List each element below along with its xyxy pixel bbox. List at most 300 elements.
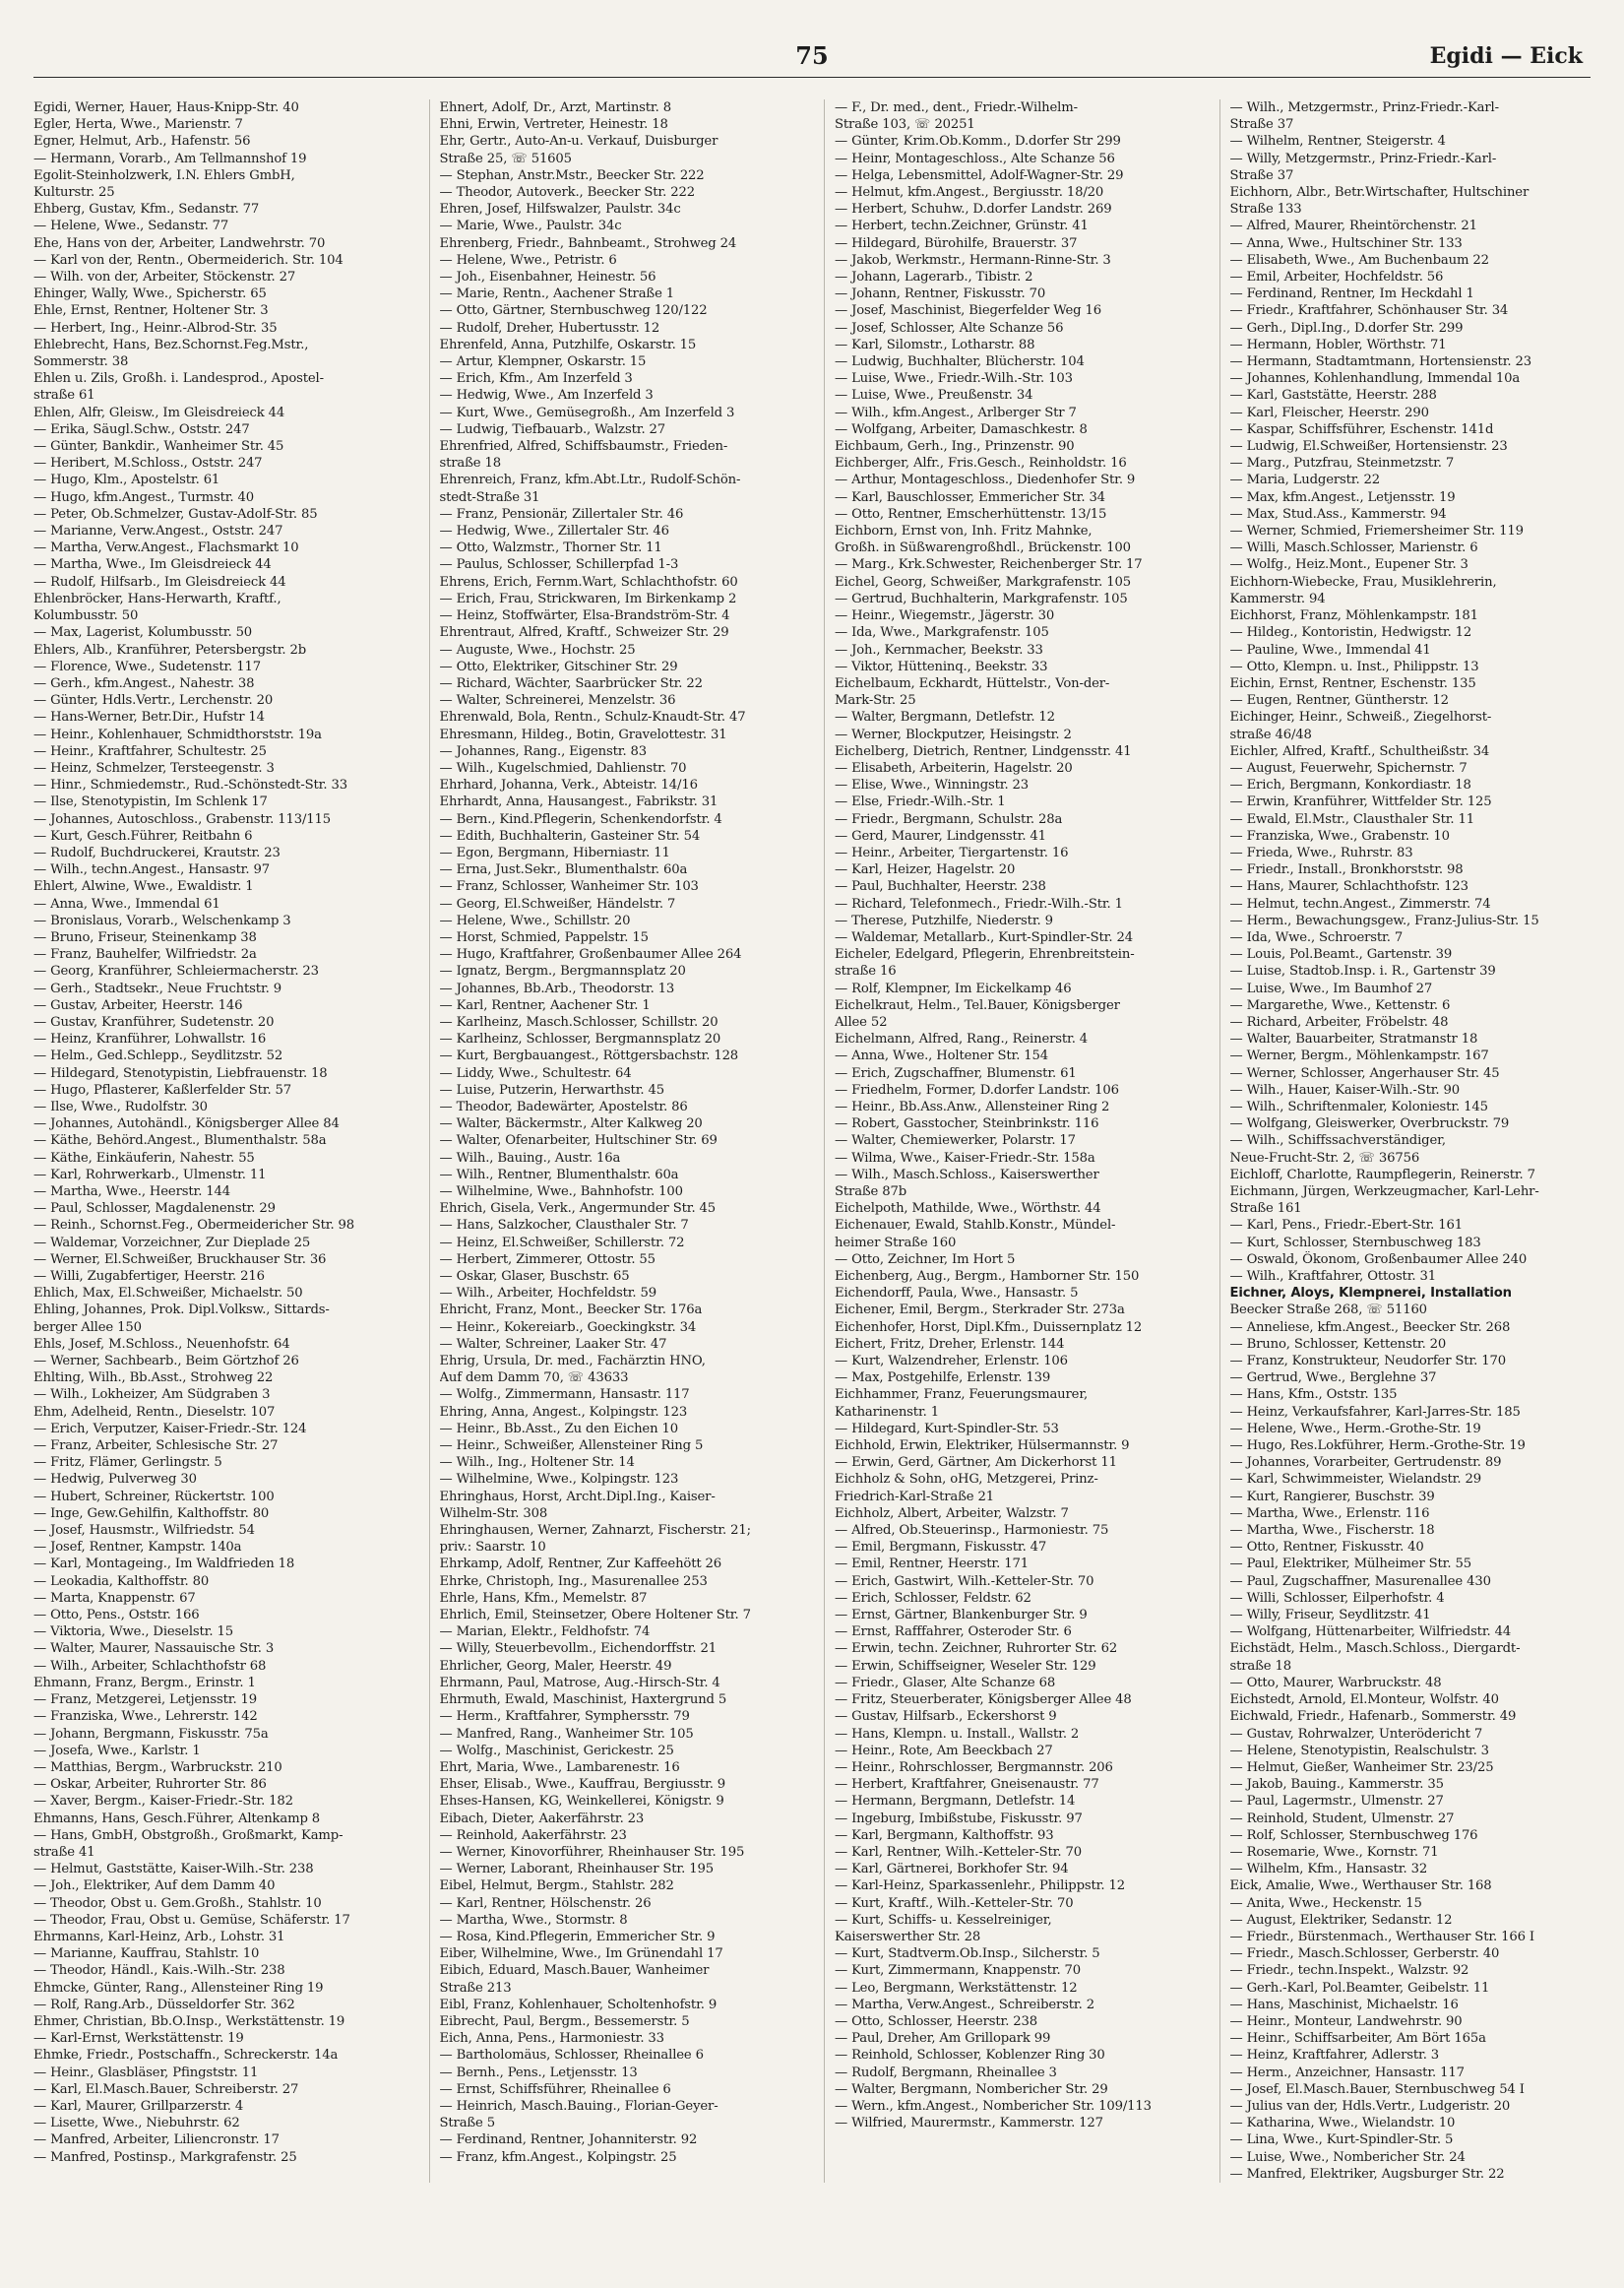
directory-column (824, 99, 1196, 2183)
directory-entry: — Karlheinz, Schlosser, Bergmannsplatz 20 (439, 1032, 721, 1048)
directory-entry: Ehlers, Alb., Kranführer, Petersbergstr. 2b (33, 642, 307, 658)
directory-entry: — Jakob, Werkmstr., Hermann-Rinne-Str. 3 (835, 252, 1111, 268)
directory-entry: — Josef, Schlosser, Alte Schanze 56 (835, 320, 1064, 336)
directory-entry: Eichelpoth, Mathilde, Wwe., Wörthstr. 44 (835, 1201, 1101, 1217)
directory-entry: — Marg., Putzfrau, Steinmetzstr. 7 (1229, 456, 1455, 472)
directory-entry: — Reinhold, Aakerfährstr. 23 (439, 1827, 627, 1843)
directory-entry: — Ferdinand, Rentner, Im Heckdahl 1 (1229, 286, 1474, 302)
directory-entry: — Hedwig, Wwe., Am Inzerfeld 3 (439, 388, 654, 404)
directory-entry: — Otto, Elektriker, Gitschiner Str. 29 (439, 659, 678, 674)
directory-entry: — Karl, Rentner, Wilh.-Ketteler-Str. 70 (835, 1844, 1082, 1860)
directory-entry: — Luise, Wwe., Nombericher Str. 24 (1229, 2149, 1466, 2165)
directory-entry: — Wilh., Ing., Holtener Str. 14 (439, 1455, 635, 1471)
directory-entry: — Otto, Rentner, Emscherhüttenstr. 13/15 (835, 506, 1107, 522)
directory-entry: Sommerstr. 38 (33, 354, 129, 370)
directory-entry: — Ignatz, Bergm., Bergmannsplatz 20 (439, 964, 686, 980)
directory-entry: — Hildegard, Stenotypistin, Liebfrauenstr. 18 (33, 1065, 328, 1081)
directory-entry: — Johannes, Autohändl., Königsberger Allee 84 (33, 1116, 340, 1132)
directory-entry: Ehni, Erwin, Vertreter, Heinestr. 18 (439, 117, 668, 133)
directory-entry: — Johann, Rentner, Fiskusstr. 70 (835, 286, 1046, 302)
directory-entry: — Gerh., Dipl.Ing., D.dorfer Str. 299 (1229, 320, 1464, 336)
directory-entry: — Artur, Klempner, Oskarstr. 15 (439, 354, 647, 370)
directory-entry: Eibich, Eduard, Masch.Bauer, Wanheimer (439, 1963, 710, 1979)
directory-entry: Eichert, Fritz, Dreher, Erlenstr. 144 (835, 1336, 1065, 1352)
directory-entry: — Ilse, Stenotypistin, Im Schlenk 17 (33, 794, 268, 810)
directory-entry: — Theodor, Autoverk., Beecker Str. 222 (439, 185, 695, 201)
directory-entry: heimer Straße 160 (835, 1235, 957, 1250)
directory-entry: Ehser, Elisab., Wwe., Kauffrau, Bergiusstr. 9 (439, 1777, 726, 1793)
directory-entry: — Käthe, Einkäuferin, Nahestr. 55 (33, 1150, 255, 1166)
directory-entry: — Wilfried, Maurermstr., Kammerstr. 127 (835, 2116, 1103, 2131)
directory-entry: Straße 103, ☏ 20251 (835, 117, 975, 133)
directory-entry: Auf dem Damm 70, ☏ 43633 (439, 1370, 629, 1386)
directory-entry: — Ludwig, Tiefbauarb., Walzstr. 27 (439, 421, 666, 437)
directory-entry: Ehrmanns, Karl-Heinz, Arb., Lohstr. 31 (33, 1929, 285, 1944)
directory-entry: Eichner, Aloys, Klempnerei, Installation (1229, 1286, 1512, 1302)
directory-entry: — Erich, Kfm., Am Inzerfeld 3 (439, 371, 633, 387)
directory-entry: — Waldemar, Vorzeichner, Zur Dieplade 25 (33, 1235, 311, 1250)
directory-entry: — Karl-Heinz, Sparkassenlehr., Philippstr. 12 (835, 1878, 1125, 1894)
directory-entry: Straße 133 (1229, 202, 1302, 218)
directory-entry: Kolumbusstr. 50 (33, 608, 139, 624)
directory-entry: — Matthias, Bergm., Warbruckstr. 210 (33, 1759, 282, 1775)
directory-entry: — Katharina, Wwe., Wielandstr. 10 (1229, 2116, 1456, 2131)
directory-entry: Eichelberg, Dietrich, Rentner, Lindgensstr. 41 (835, 743, 1132, 759)
directory-entry: — Johannes, Bb.Arb., Theodorstr. 13 (439, 981, 675, 996)
directory-entry: Eichloff, Charlotte, Raumpflegerin, Reinerstr. 7 (1229, 1167, 1535, 1182)
directory-entry: — Heinr., Wiegemstr., Jägerstr. 30 (835, 608, 1055, 624)
directory-entry: Ehle, Ernst, Rentner, Holtener Str. 3 (33, 303, 269, 319)
directory-entry: — Marian, Elektr., Feldhofstr. 74 (439, 1624, 651, 1640)
directory-entry: — Helm., Ged.Schlepp., Seydlitzstr. 52 (33, 1049, 283, 1064)
directory-entry: — Marie, Wwe., Paulstr. 34c (439, 219, 622, 234)
directory-entry: Eichhorst, Franz, Möhlenkampstr. 181 (1229, 608, 1478, 624)
directory-entry: — Käthe, Behörd.Angest., Blumenthalstr. 58a (33, 1133, 327, 1149)
directory-entry: — Hildegard, Kurt-Spindler-Str. 53 (835, 1421, 1059, 1436)
directory-entry: — Werner, Bergm., Möhlenkampstr. 167 (1229, 1049, 1489, 1064)
directory-columns (33, 99, 1591, 2183)
directory-entry: — Heinr., Rote, Am Beeckbach 27 (835, 1743, 1053, 1758)
directory-entry: Katharinenstr. 1 (835, 1404, 939, 1420)
directory-entry: — Ferdinand, Rentner, Johanniterstr. 92 (439, 2132, 698, 2148)
directory-entry: Ehrkamp, Adolf, Rentner, Zur Kaffeehött 26 (439, 1557, 722, 1572)
directory-entry: — Reinh., Schornst.Feg., Obermeidericher Str. 98 (33, 1218, 355, 1234)
directory-entry: — Hildeg., Kontoristin, Hedwigstr. 12 (1229, 625, 1472, 641)
directory-entry: — Robert, Gasstocher, Steinbrinkstr. 116 (835, 1116, 1099, 1132)
directory-entry: — Rudolf, Hilfsarb., Im Gleisdreieck 44 (33, 574, 286, 590)
directory-entry: — Gustav, Kranführer, Sudetenstr. 20 (33, 1014, 275, 1030)
directory-entry: Eichelmann, Alfred, Rang., Reinerstr. 4 (835, 1032, 1089, 1048)
directory-entry: — Hans, Salzkocher, Clausthaler Str. 7 (439, 1218, 689, 1234)
directory-entry: — Hugo, Kraftfahrer, Großenbaumer Allee 264 (439, 947, 742, 963)
directory-entry: — Hans, Maschinist, Michaelstr. 16 (1229, 1997, 1459, 2012)
directory-entry: — Willy, Friseur, Seydlitzstr. 41 (1229, 1608, 1431, 1623)
directory-entry: Ehmcke, Günter, Rang., Allensteiner Ring 19 (33, 1980, 324, 1996)
directory-entry: — Paul, Buchhalter, Heerstr. 238 (835, 879, 1046, 895)
directory-entry: — Kurt, Wwe., Gemüsegroßh., Am Inzerfeld 3 (439, 405, 735, 420)
directory-entry: Ehmer, Christian, Bb.O.Insp., Werkstättenstr. 19 (33, 2013, 345, 2029)
directory-entry: — Franz, Metzgerei, Letjensstr. 19 (33, 1692, 258, 1708)
directory-entry: — Helmut, kfm.Angest., Bergiusstr. 18/20 (835, 185, 1104, 201)
directory-entry: — Paul, Elektriker, Mülheimer Str. 55 (1229, 1557, 1471, 1572)
directory-entry: Allee 52 (835, 1014, 888, 1030)
directory-entry: Ehlting, Wilh., Bb.Asst., Strohweg 22 (33, 1370, 274, 1386)
directory-entry: Straße 37 (1229, 117, 1294, 133)
directory-entry: — Willy, Metzgermstr., Prinz-Friedr.-Karl- (1229, 151, 1497, 166)
directory-entry: Ehresmann, Hildeg., Botin, Gravelottestr. 31 (439, 727, 727, 742)
directory-entry: Eick, Amalie, Wwe., Werthauser Str. 168 (1229, 1878, 1492, 1894)
directory-entry: Eichmann, Jürgen, Werkzeugmacher, Karl-Lehr- (1229, 1184, 1539, 1199)
directory-entry: — Erna, Just.Sekr., Blumenthalstr. 60a (439, 862, 688, 878)
directory-entry: — Heinr., Rohrschlosser, Bergmannstr. 206 (835, 1759, 1113, 1775)
directory-entry: — Ilse, Wwe., Rudolfstr. 30 (33, 1099, 208, 1114)
directory-entry: — Gustav, Rohrwalzer, Unterödericht 7 (1229, 1726, 1483, 1742)
directory-entry: — Theodor, Händl., Kais.-Wilh.-Str. 238 (33, 1963, 285, 1979)
directory-entry: straße 16 (835, 964, 897, 980)
directory-entry: — Hans, Maurer, Schlachthofstr. 123 (1229, 879, 1468, 895)
directory-entry: — Richard, Wächter, Saarbrücker Str. 22 (439, 675, 703, 691)
directory-entry: — Franz, Arbeiter, Schlesische Str. 27 (33, 1438, 279, 1454)
directory-entry: — Erich, Verputzer, Kaiser-Friedr.-Str. 124 (33, 1421, 307, 1436)
directory-entry: — Richard, Arbeiter, Fröbelstr. 48 (1229, 1014, 1449, 1030)
directory-entry: — Helene, Wwe., Schillstr. 20 (439, 913, 631, 928)
directory-entry: — Wilh., Rentner, Blumenthalstr. 60a (439, 1167, 679, 1182)
directory-entry: — Werner, Kinovorführer, Rheinhauser Str. 195 (439, 1844, 745, 1860)
directory-entry: — Helmut, techn.Angest., Zimmerstr. 74 (1229, 896, 1491, 912)
directory-entry: — Fritz, Flämer, Gerlingstr. 5 (33, 1455, 222, 1471)
directory-entry: — Johann, Bergmann, Fiskusstr. 75a (33, 1726, 269, 1742)
directory-entry: — Gertrud, Buchhalterin, Markgrafenstr. 105 (835, 591, 1128, 606)
directory-entry: — Wilhelmine, Wwe., Bahnhofstr. 100 (439, 1184, 683, 1199)
directory-entry: Ehrmann, Paul, Matrose, Aug.-Hirsch-Str. 4 (439, 1675, 720, 1690)
directory-entry: — Friedr., Install., Bronkhorststr. 98 (1229, 862, 1464, 878)
directory-entry: — Oswald, Ökonom, Großenbaumer Allee 240 (1229, 1251, 1528, 1267)
directory-entry: Straße 25, ☏ 51605 (439, 151, 572, 166)
directory-entry: Straße 161 (1229, 1201, 1302, 1217)
directory-entry: — Theodor, Frau, Obst u. Gemüse, Schäferstr. 17 (33, 1912, 350, 1928)
directory-entry: — F., Dr. med., dent., Friedr.-Wilhelm- (835, 100, 1078, 115)
directory-entry: Egner, Helmut, Arb., Hafenstr. 56 (33, 134, 251, 150)
directory-entry: Ehrhard, Johanna, Verk., Abteistr. 14/16 (439, 778, 698, 794)
directory-entry: — Friedr., Bergmann, Schulstr. 28a (835, 811, 1063, 827)
directory-entry: Ehrentraut, Alfred, Kraftf., Schweizer Str. 29 (439, 625, 729, 641)
directory-entry: — Franziska, Wwe., Lehrerstr. 142 (33, 1709, 258, 1725)
directory-entry: — Martha, Wwe., Stormstr. 8 (439, 1912, 628, 1928)
directory-entry: — Erich, Schlosser, Feldstr. 62 (835, 1590, 1031, 1606)
directory-entry: — Kurt, Kraftf., Wilh.-Ketteler-Str. 70 (835, 1895, 1074, 1911)
directory-entry: Kaiserswerther Str. 28 (835, 1929, 981, 1944)
directory-entry: Eichstädt, Helm., Masch.Schloss., Diergardt- (1229, 1641, 1521, 1657)
directory-entry: — Wolfgang, Gleiswerker, Overbruckstr. 79 (1229, 1116, 1510, 1132)
directory-entry: Ehm, Adelheid, Rentn., Dieselstr. 107 (33, 1404, 276, 1420)
directory-entry: Ehring, Anna, Angest., Kolpingstr. 123 (439, 1404, 688, 1420)
directory-entry: — Erich, Zugschaffner, Blumenstr. 61 (835, 1065, 1077, 1081)
directory-entry: — Franziska, Wwe., Grabenstr. 10 (1229, 828, 1450, 844)
directory-entry: — Hugo, Pflasterer, Kaßlerfelder Str. 57 (33, 1082, 292, 1098)
directory-entry: — Anna, Wwe., Immendal 61 (33, 896, 220, 912)
directory-entry: Beecker Straße 268, ☏ 51160 (1229, 1303, 1427, 1318)
directory-entry: straße 41 (33, 1844, 95, 1860)
directory-entry: Eiber, Wilhelmine, Wwe., Im Grünendahl 17 (439, 1946, 723, 1962)
directory-entry: — Joh., Elektriker, Auf dem Damm 40 (33, 1878, 276, 1894)
directory-entry: — Heinz, Stoffwärter, Elsa-Brandström-Str. 4 (439, 608, 730, 624)
directory-entry: Eichbaum, Gerh., Ing., Prinzenstr. 90 (835, 439, 1075, 455)
directory-entry: — Florence, Wwe., Sudetenstr. 117 (33, 659, 261, 674)
directory-entry: — Ernst, Schiffsführer, Rheinallee 6 (439, 2081, 671, 2097)
directory-entry: — Max, Stud.Ass., Kammerstr. 94 (1229, 506, 1447, 522)
directory-entry: — Franz, Konstrukteur, Neudorfer Str. 170 (1229, 1354, 1506, 1369)
directory-entry: — Walter, Chemiewerker, Polarstr. 17 (835, 1133, 1076, 1149)
directory-entry: priv.: Saarstr. 10 (439, 1540, 546, 1556)
directory-entry: Straße 213 (439, 1980, 512, 1996)
directory-entry: Eichelkraut, Helm., Tel.Bauer, Königsberger (835, 997, 1120, 1013)
directory-entry: — Kurt, Zimmermann, Knappenstr. 70 (835, 1963, 1082, 1979)
directory-entry: — Manfred, Elektriker, Augsburger Str. 22 (1229, 2166, 1505, 2182)
directory-entry: Eichberger, Alfr., Fris.Gesch., Reinholdstr. 16 (835, 456, 1127, 472)
directory-entry: Eichin, Ernst, Rentner, Eschenstr. 135 (1229, 675, 1476, 691)
directory-entry: — Anita, Wwe., Heckenstr. 15 (1229, 1895, 1422, 1911)
directory-entry: — Manfred, Postinsp., Markgrafenstr. 25 (33, 2149, 297, 2165)
directory-entry: — Otto, Pens., Oststr. 166 (33, 1608, 200, 1623)
directory-entry: — Hildegard, Bürohilfe, Brauerstr. 37 (835, 235, 1078, 251)
directory-entry: — Herbert, techn.Zeichner, Grünstr. 41 (835, 219, 1089, 234)
directory-entry: — Reinhold, Schlosser, Koblenzer Ring 30 (835, 2048, 1105, 2064)
directory-entry: Eichborn, Ernst von, Inh. Fritz Mahnke, (835, 524, 1093, 540)
directory-entry: — Wilh., Metzgermstr., Prinz-Friedr.-Karl- (1229, 100, 1499, 115)
directory-entry: Ehrenfeld, Anna, Putzhilfe, Oskarstr. 15 (439, 337, 697, 352)
directory-entry: Eichler, Alfred, Kraftf., Schultheißstr. 34 (1229, 743, 1490, 759)
directory-entry: — Karl, El.Masch.Bauer, Schreiberstr. 27 (33, 2081, 299, 2097)
directory-entry: Ehren, Josef, Hilfswalzer, Paulstr. 34c (439, 202, 681, 218)
directory-entry: — Wilh. von der, Arbeiter, Stöckenstr. 27 (33, 270, 296, 286)
directory-entry: Egolit-Steinholzwerk, I.N. Ehlers GmbH, (33, 167, 295, 183)
directory-entry: — Ernst, Rafffahrer, Osteroder Str. 6 (835, 1624, 1072, 1640)
directory-entry: — Max, kfm.Angest., Letjensstr. 19 (1229, 489, 1456, 505)
directory-entry: — Paul, Dreher, Am Grillopark 99 (835, 2031, 1051, 2047)
directory-entry: — Otto, Zeichner, Im Hort 5 (835, 1251, 1016, 1267)
directory-entry: — Kurt, Schiffs- u. Kesselreiniger, (835, 1912, 1052, 1928)
directory-entry: — Liddy, Wwe., Schultestr. 64 (439, 1065, 632, 1081)
directory-entry: — Joh., Eisenbahner, Heinestr. 56 (439, 270, 656, 286)
directory-entry: — Johannes, Kohlenhandlung, Immendal 10a (1229, 371, 1521, 387)
directory-entry: — Hermann, Vorarb., Am Tellmannshof 19 (33, 151, 307, 166)
directory-entry: — Theodor, Obst u. Gem.Großh., Stahlstr. 10 (33, 1895, 322, 1911)
directory-entry: — Hinr., Schmiedemstr., Rud.-Schönstedt-Str. 33 (33, 778, 347, 794)
directory-column (429, 99, 801, 2183)
directory-entry: — Günter, Hdls.Vertr., Lerchenstr. 20 (33, 693, 274, 709)
directory-entry: — Leo, Bergmann, Werkstättenstr. 12 (835, 1980, 1078, 1996)
directory-entry: Ehrenfried, Alfred, Schiffsbaumstr., Frieden- (439, 439, 728, 455)
directory-entry: — Anna, Wwe., Hultschiner Str. 133 (1229, 235, 1463, 251)
directory-entry: Ehr, Gertr., Auto-An-u. Verkauf, Duisburger (439, 134, 718, 150)
directory-entry: Eibel, Helmut, Bergm., Stahlstr. 282 (439, 1878, 674, 1894)
directory-entry: — Karlheinz, Masch.Schlosser, Schillstr. 20 (439, 1014, 718, 1030)
directory-entry: — Heinz, Kraftfahrer, Adlerstr. 3 (1229, 2048, 1440, 2064)
directory-entry: Ehrle, Hans, Kfm., Memelstr. 87 (439, 1590, 648, 1606)
directory-entry: — Friedr., Kraftfahrer, Schönhauser Str. 34 (1229, 303, 1509, 319)
directory-entry: — Hermann, Bergmann, Detlefstr. 14 (835, 1794, 1076, 1810)
directory-entry: — Herbert, Zimmerer, Ottostr. 55 (439, 1251, 656, 1267)
directory-entry: — Günter, Bankdir., Wanheimer Str. 45 (33, 439, 284, 455)
directory-entry: Ehrich, Gisela, Verk., Angermunder Str. 45 (439, 1201, 717, 1217)
directory-entry: — Erwin, Gerd, Gärtner, Am Dickerhorst 11 (835, 1455, 1117, 1471)
directory-entry: — Karl, Gärtnerei, Borkhofer Str. 94 (835, 1862, 1069, 1877)
directory-entry: berger Allee 150 (33, 1319, 142, 1335)
directory-entry: — Gerd, Maurer, Lindgensstr. 41 (835, 828, 1046, 844)
directory-entry: — Helene, Wwe., Herm.-Grothe-Str. 19 (1229, 1421, 1481, 1436)
directory-entry: Ehrenberg, Friedr., Bahnbeamt., Strohweg 24 (439, 235, 737, 251)
directory-entry: — Franz, kfm.Angest., Kolpingstr. 25 (439, 2149, 677, 2165)
directory-entry: — Egon, Bergmann, Hiberniastr. 11 (439, 845, 670, 860)
directory-entry: — Heinz, Kranführer, Lohwallstr. 16 (33, 1032, 267, 1048)
directory-entry: — Karl, Rentner, Hölschenstr. 26 (439, 1895, 652, 1911)
directory-entry: — Erich, Bergmann, Konkordiastr. 18 (1229, 778, 1471, 794)
directory-entry: Straße 87b (835, 1184, 907, 1199)
directory-entry: — Paul, Schlosser, Magdalenenstr. 29 (33, 1201, 276, 1217)
directory-entry: — Waldemar, Metallarb., Kurt-Spindler-Str. 24 (835, 929, 1133, 945)
directory-entry: — Heinr., Schiffsarbeiter, Am Bört 165a (1229, 2031, 1486, 2047)
directory-entry: — Joh., Kernmacher, Beekstr. 33 (835, 642, 1043, 658)
directory-entry: Eibl, Franz, Kohlenhauer, Scholtenhofstr. 9 (439, 1997, 718, 2012)
directory-entry: — Bernh., Pens., Letjensstr. 13 (439, 2065, 638, 2080)
directory-entry: Straße 37 (1229, 167, 1294, 183)
directory-entry: — Ludwig, Buchhalter, Blücherstr. 104 (835, 354, 1085, 370)
directory-entry: Neue-Frucht-Str. 2, ☏ 36756 (1229, 1150, 1420, 1166)
directory-entry: — Herm., Anzeichner, Hansastr. 117 (1229, 2065, 1465, 2080)
directory-entry: — Elisabeth, Wwe., Am Buchenbaum 22 (1229, 252, 1489, 268)
directory-entry: — Marta, Knappenstr. 67 (33, 1590, 196, 1606)
directory-entry: — Günter, Krim.Ob.Komm., D.dorfer Str 299 (835, 134, 1121, 150)
directory-entry: — Otto, Maurer, Warbruckstr. 48 (1229, 1675, 1442, 1690)
directory-entry: — Viktoria, Wwe., Dieselstr. 15 (33, 1624, 233, 1640)
directory-entry: — Herm., Bewachungsgew., Franz-Julius-Str. 15 (1229, 913, 1539, 928)
directory-entry: — Manfred, Arbeiter, Liliencronstr. 17 (33, 2132, 280, 2148)
directory-entry: — Rosa, Kind.Pflegerin, Emmericher Str. 9 (439, 1929, 716, 1944)
directory-entry: — Werner, Schlosser, Angerhauser Str. 45 (1229, 1065, 1500, 1081)
directory-entry: — Werner, Sachbearb., Beim Görtzhof 26 (33, 1354, 299, 1369)
directory-entry: — Manfred, Rang., Wanheimer Str. 105 (439, 1726, 694, 1742)
directory-entry: Eichhorn, Albr., Betr.Wirtschafter, Hultschiner (1229, 185, 1530, 201)
directory-entry: stedt-Straße 31 (439, 489, 540, 505)
directory-entry: — Rolf, Rang.Arb., Düsseldorfer Str. 362 (33, 1997, 295, 2012)
directory-entry: — Luise, Stadtob.Insp. i. R., Gartenstr 39 (1229, 964, 1496, 980)
directory-entry: — Wolfg., Zimmermann, Hansastr. 117 (439, 1387, 690, 1403)
directory-entry: — Max, Postgehilfe, Erlenstr. 139 (835, 1370, 1051, 1386)
directory-entry: Ehnert, Adolf, Dr., Arzt, Martinstr. 8 (439, 100, 671, 115)
directory-entry: — Rudolf, Dreher, Hubertusstr. 12 (439, 320, 660, 336)
directory-entry: — Heinz, Schmelzer, Tersteegenstr. 3 (33, 760, 275, 776)
directory-entry: — Bern., Kind.Pflegerin, Schenkendorfstr. 4 (439, 811, 722, 827)
directory-entry: — Wilh., Schriftenmaler, Koloniestr. 145 (1229, 1099, 1488, 1114)
directory-entry: straße 18 (1229, 1658, 1291, 1674)
directory-entry: Eichhold, Erwin, Elektriker, Hülsermannstr. 9 (835, 1438, 1130, 1454)
directory-entry: Ehricht, Franz, Mont., Beecker Str. 176a (439, 1303, 703, 1318)
directory-entry: — Kurt, Rangierer, Buschstr. 39 (1229, 1489, 1435, 1504)
directory-entry: Ehringhaus, Horst, Archt.Dipl.Ing., Kaiser- (439, 1489, 716, 1504)
directory-entry: — Heinz, Verkaufsfahrer, Karl-Jarres-Str. 185 (1229, 1404, 1521, 1420)
directory-entry: — Walter, Bergmann, Detlefstr. 12 (835, 710, 1055, 726)
directory-entry: — Hedwig, Wwe., Zillertaler Str. 46 (439, 524, 669, 540)
directory-entry: — Herbert, Ing., Heinr.-Albrod-Str. 35 (33, 320, 278, 336)
directory-entry: — Kurt, Stadtverm.Ob.Insp., Silcherstr. 5 (835, 1946, 1100, 1962)
directory-entry: Eicheler, Edelgard, Pflegerin, Ehrenbreitstein- (835, 947, 1135, 963)
directory-entry: — Ida, Wwe., Markgrafenstr. 105 (835, 625, 1049, 641)
directory-entry: — Elise, Wwe., Winningstr. 23 (835, 778, 1030, 794)
directory-entry: — Walter, Bäckermstr., Alter Kalkweg 20 (439, 1116, 703, 1132)
directory-entry: — Franz, Pensionär, Zillertaler Str. 46 (439, 506, 684, 522)
directory-entry: — Heribert, M.Schloss., Oststr. 247 (33, 456, 263, 472)
directory-entry: — Heinrich, Masch.Bauing., Florian-Geyer- (439, 2098, 718, 2114)
directory-entry: — Helga, Lebensmittel, Adolf-Wagner-Str. 29 (835, 167, 1124, 183)
directory-entry: — Walter, Schreinerei, Menzelstr. 36 (439, 693, 676, 709)
directory-entry: Kulturstr. 25 (33, 185, 115, 201)
directory-entry: — Gustav, Hilfsarb., Eckershorst 9 (835, 1709, 1057, 1725)
directory-entry: — Leokadia, Kalthoffstr. 80 (33, 1573, 210, 1589)
directory-entry: — Helene, Wwe., Sedanstr. 77 (33, 219, 229, 234)
directory-entry: — Karl, Maurer, Grillparzerstr. 4 (33, 2098, 244, 2114)
directory-entry: — Walter, Bergmann, Nombericher Str. 29 (835, 2081, 1108, 2097)
directory-entry: Eibach, Dieter, Aakerfährstr. 23 (439, 1811, 645, 1826)
directory-entry: — Werner, El.Schweißer, Bruckhauser Str. 36 (33, 1251, 327, 1267)
directory-entry: — Heinr., Monteur, Landwehrstr. 90 (1229, 2013, 1463, 2029)
directory-entry: Ehrmuth, Ewald, Maschinist, Haxtergrund 5 (439, 1692, 727, 1708)
directory-entry: — Rolf, Klempner, Im Eickelkamp 46 (835, 981, 1072, 996)
directory-entry: — Bruno, Schlosser, Kettenstr. 20 (1229, 1336, 1447, 1352)
directory-entry: Ehrenreich, Franz, kfm.Abt.Ltr., Rudolf-Schön- (439, 473, 741, 488)
directory-entry: — Heinr, Montageschloss., Alte Schanze 56 (835, 151, 1115, 166)
directory-entry: — Martha, Wwe., Fischerstr. 18 (1229, 1523, 1435, 1539)
directory-entry: — Paul, Lagermstr., Ulmenstr. 27 (1229, 1794, 1444, 1810)
directory-entry: — Walter, Bauarbeiter, Stratmanstr 18 (1229, 1032, 1478, 1048)
directory-entry: Ehls, Josef, M.Schloss., Neuenhofstr. 64 (33, 1336, 290, 1352)
directory-entry: — Ingeburg, Imbißstube, Fiskusstr. 97 (835, 1811, 1083, 1826)
directory-entry: — Martha, Verw.Angest., Schreiberstr. 2 (835, 1997, 1094, 2012)
directory-entry: — Xaver, Bergm., Kaiser-Friedr.-Str. 182 (33, 1794, 293, 1810)
directory-entry: Eichenberg, Aug., Bergm., Hamborner Str. 150 (835, 1269, 1140, 1285)
directory-entry: — Heinz, El.Schweißer, Schillerstr. 72 (439, 1235, 685, 1250)
directory-entry: — Werner, Blockputzer, Heisingstr. 2 (835, 727, 1072, 742)
directory-entry: Eichhorn-Wiebecke, Frau, Musiklehrerin, (1229, 574, 1497, 590)
directory-entry: — Heinr., Glasbläser, Pfingststr. 11 (33, 2065, 259, 2080)
directory-entry: — Jakob, Bauing., Kammerstr. 35 (1229, 1777, 1444, 1793)
directory-entry: — Julius van der, Hdls.Vertr., Ludgeristr. 20 (1229, 2098, 1511, 2114)
directory-entry: — Wilh., Kugelschmied, Dahlienstr. 70 (439, 760, 687, 776)
directory-entry: — August, Elektriker, Sedanstr. 12 (1229, 1912, 1453, 1928)
directory-entry: — Erika, Säugl.Schw., Oststr. 247 (33, 421, 250, 437)
directory-entry: Ehrenwald, Bola, Rentn., Schulz-Knaudt-Str. 47 (439, 710, 746, 726)
directory-entry: Ehrig, Ursula, Dr. med., Fachärztin HNO, (439, 1354, 706, 1369)
directory-column (33, 99, 406, 2183)
directory-entry: — Walter, Schreiner, Laaker Str. 47 (439, 1336, 667, 1352)
directory-entry: Ehlenbröcker, Hans-Herwarth, Kraftf., (33, 591, 281, 606)
directory-entry: — Friedr., Glaser, Alte Schanze 68 (835, 1675, 1056, 1690)
directory-entry: — Marianne, Verw.Angest., Oststr. 247 (33, 524, 283, 540)
directory-entry: — Frieda, Wwe., Ruhrstr. 83 (1229, 845, 1413, 860)
directory-entry: — Martha, Wwe., Heerstr. 144 (33, 1184, 230, 1199)
directory-entry: — Josef, Hausmstr., Wilfriedstr. 54 (33, 1523, 255, 1539)
directory-entry: Eichhammer, Franz, Feuerungsmaurer, (835, 1387, 1089, 1403)
directory-entry: — Karl, Heizer, Hagelstr. 20 (835, 862, 1016, 878)
directory-entry: — Karl, Bauschlosser, Emmericher Str. 34 (835, 489, 1105, 505)
running-head: Egidi — Eick (1429, 43, 1583, 69)
directory-entry: — Johannes, Autoschloss., Grabenstr. 113/115 (33, 811, 332, 827)
directory-entry: — Karl, Bergmann, Kalthoffstr. 93 (835, 1827, 1054, 1843)
directory-entry: — Luise, Wwe., Friedr.-Wilh.-Str. 103 (835, 371, 1073, 387)
directory-entry: — Karl, Gaststätte, Heerstr. 288 (1229, 388, 1437, 404)
page-number: 75 (795, 41, 829, 70)
directory-entry: — Karl von der, Rentn., Obermeiderich. Str. 104 (33, 252, 344, 268)
directory-entry: — Otto, Walzmstr., Thorner Str. 11 (439, 540, 662, 556)
